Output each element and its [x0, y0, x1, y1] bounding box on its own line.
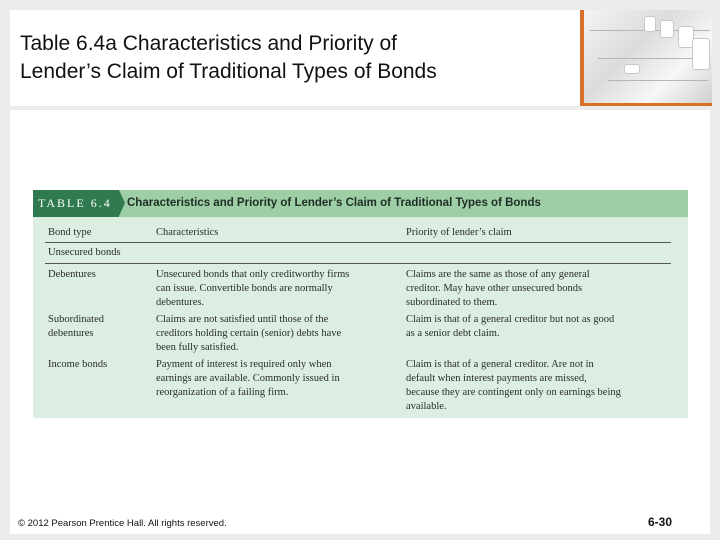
copyright-notice: © 2012 Pearson Prentice Hall. All rights reserved. [18, 518, 227, 529]
column-header-characteristics: Characteristics [156, 227, 219, 238]
row-income-bonds-characteristics: Payment of interest is required only when earnings are available. Commonly issued in reorganization of a failing firm. [156, 359, 340, 398]
header-rule [45, 242, 671, 243]
row-debentures-characteristics: Unsecured bonds that only creditworthy firms can issue. Convertible bonds are normally debentures. [156, 269, 350, 308]
bond-table [33, 190, 688, 418]
row-debentures-type: Debentures [48, 269, 96, 280]
row-debentures-priority: Claims are the same as those of any general creditor. May have other unsecured bonds subordinated to them. [406, 269, 590, 308]
table-header-bar [33, 190, 688, 217]
section-rule [45, 263, 671, 264]
row-subordinated-priority: Claim is that of a general creditor but not as good as a senior debt claim. [406, 314, 615, 339]
slide-title: Table 6.4a Characteristics and Priority of Lender’s Claim of Traditional Types of Bonds [20, 32, 437, 83]
row-income-bonds-type: Income bonds [48, 359, 108, 370]
table-tag-arrow [119, 190, 125, 216]
table-caption: Characteristics and Priority of Lender’s Claim of Traditional Types of Bonds [127, 197, 541, 209]
section-label-unsecured: Unsecured bonds [48, 247, 121, 258]
row-income-bonds-priority: Claim is that of a general creditor. Are not in default when interest payments are missed, because they are contingent only on earnings being available. [406, 359, 621, 412]
slide-number: 6-30 [648, 515, 673, 529]
column-header-priority: Priority of lender’s claim [406, 227, 512, 238]
title-area [10, 10, 582, 106]
conference-room-photo [580, 10, 712, 106]
column-header-bond-type: Bond type [48, 227, 92, 238]
row-subordinated-characteristics: Claims are not satisfied until those of the creditors holding certain (senior) debts have been fully satisfied. [156, 314, 342, 353]
table-number: TABLE 6.4 [33, 190, 119, 217]
row-subordinated-type: Subordinated debentures [48, 314, 104, 339]
